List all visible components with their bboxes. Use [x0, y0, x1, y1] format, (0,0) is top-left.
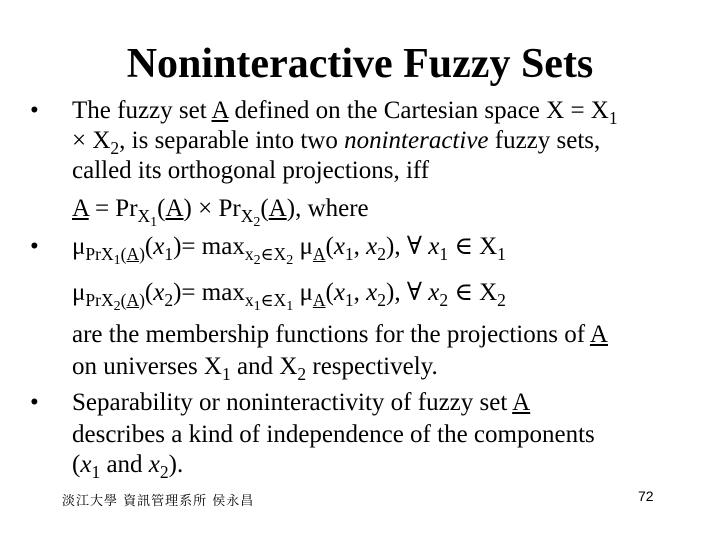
page-number: 72 [638, 488, 654, 504]
bullet-1: • [30, 97, 39, 124]
bullet-1-line-4: $A = Pr_{X_1}(A) \times Pr_{X_2}(A)$, where [72, 195, 369, 231]
bullet-3-line-1: Separability or noninteractivity of fuzzy set A [72, 389, 531, 416]
bullet-1-line-3: called its orthogonal projections, iff [72, 157, 430, 184]
bullet-1-line-2: × $X_2$, is separable into two noninteractive fuzzy sets, [72, 127, 601, 159]
bullet-2-line-4: on universes $X_1$ and $X_2$ respectively. [72, 353, 438, 385]
bullet-1-line-1: The fuzzy set A defined on the Cartesian space $X = X_1$ [72, 97, 618, 129]
bullet-3-line-3: ($x_1$ and $x_2$). [72, 451, 184, 483]
page-title: Noninteractive Fuzzy Sets [126, 41, 594, 87]
bullet-3: • [30, 389, 39, 416]
bullet-2-line-1: $\mu_{PrX_1(A)}(x_1)= \max_{x_2\in X_2} \mu_A(x_1$, $x_2$), ∀ $x_1$ ∈ $X_1$ [72, 233, 506, 269]
bullet-2-line-2: $\mu_{PrX_2(A)}(x_2)= \max_{x_1\in X_1} \mu_A(x_1$, $x_2$), ∀ $x_2$ ∈ $X_2$ [72, 279, 506, 315]
bullet-2: • [30, 233, 39, 260]
bullet-3-line-2: describes a kind of independence of the components [72, 421, 595, 448]
bullet-2-line-3: are the membership functions for the projections of A [72, 321, 608, 348]
footer-author: 淡江大學 資訊管理系所 侯永昌 [62, 494, 255, 509]
